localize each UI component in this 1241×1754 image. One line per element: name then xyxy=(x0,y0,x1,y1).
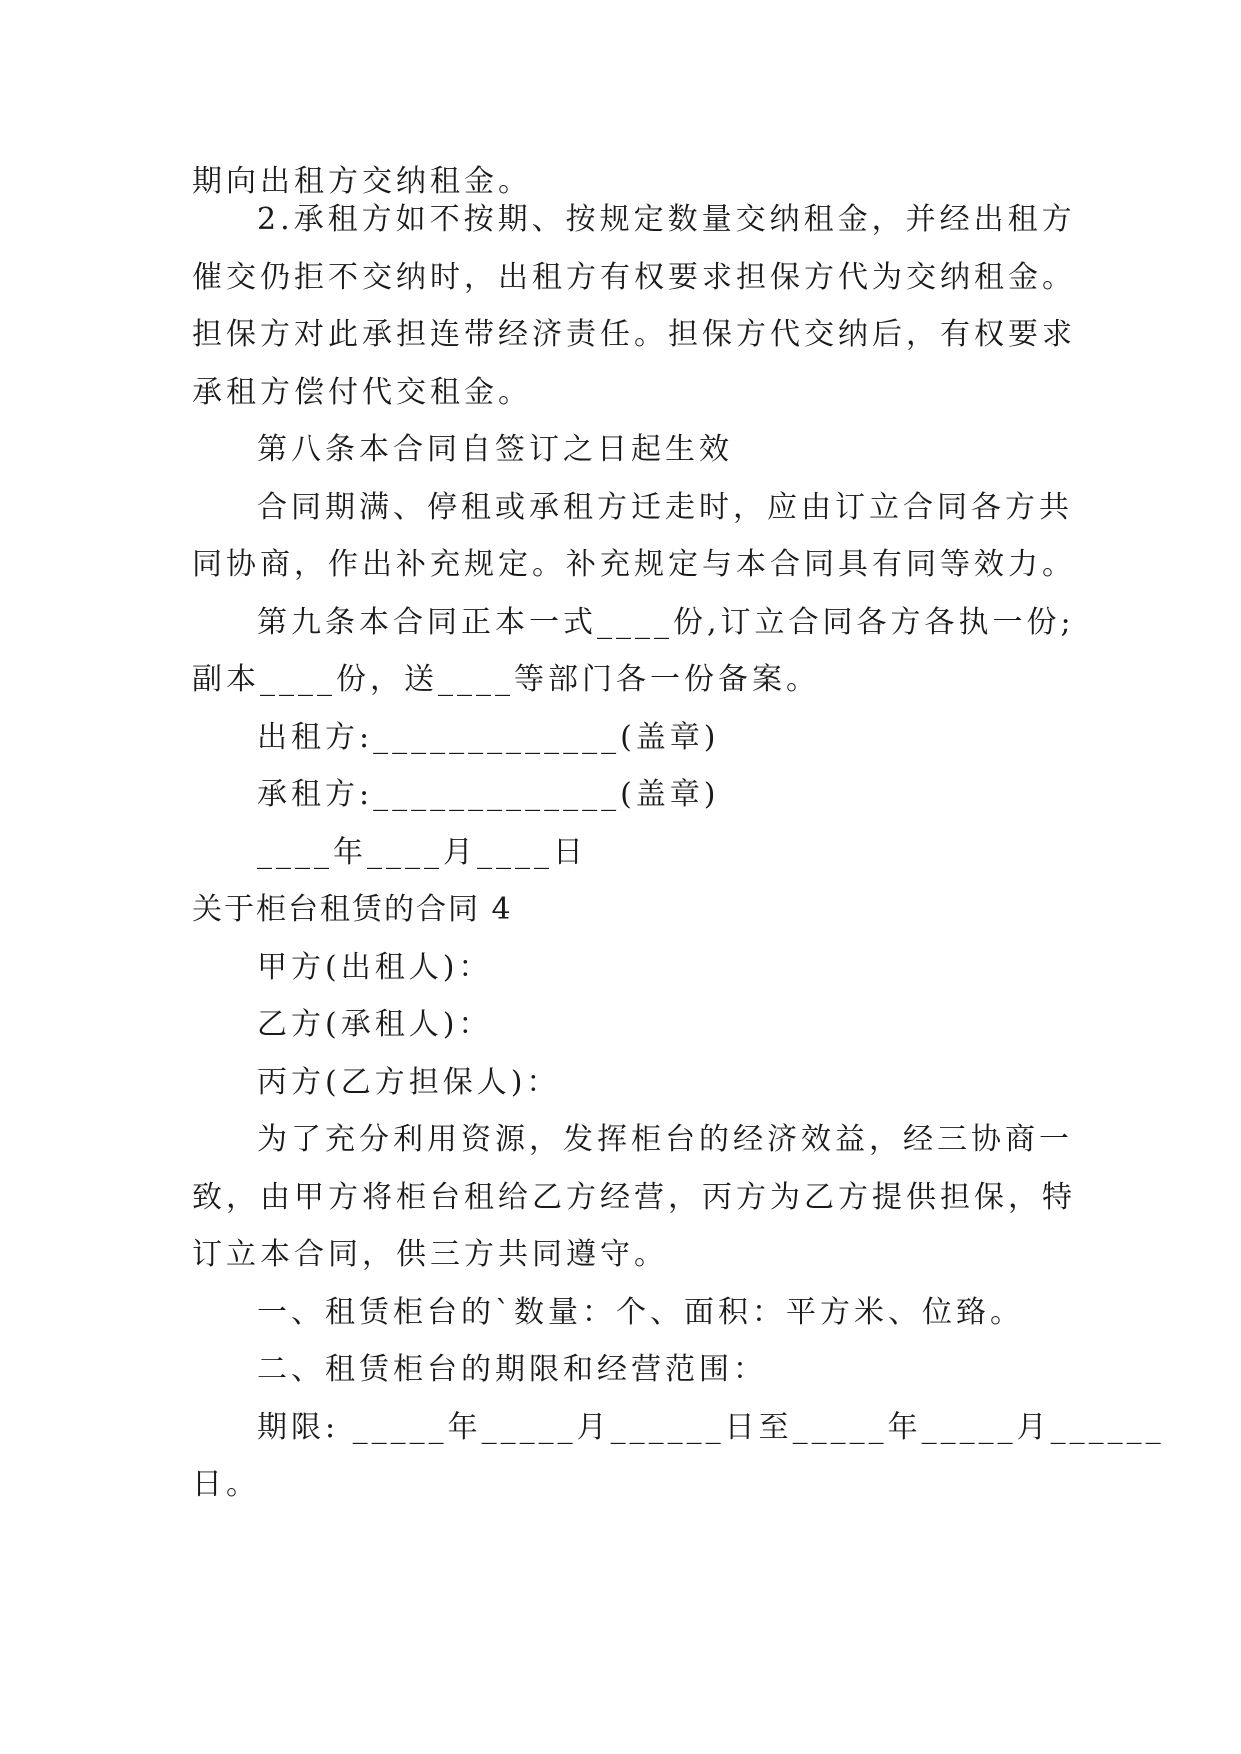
party-c-line: 丙方(乙方担保人)： xyxy=(257,1065,561,1100)
text-line: 致，由甲方将柜台租给乙方经营，丙方为乙方提供担保，特 xyxy=(192,1180,1076,1215)
text-line: 担保方对此承担连带经济责任。担保方代交纳后，有权要求 xyxy=(192,317,1076,352)
lessor-signature-line: 出租方:_____________(盖章) xyxy=(257,720,720,755)
text-line: 期向出租方交纳租金。 xyxy=(192,164,532,199)
party-b-line: 乙方(承租人)： xyxy=(257,1007,493,1042)
text-line: 同协商，作出补充规定。补充规定与本合同具有同等效力。 xyxy=(192,547,1076,582)
text-line: 为了充分利用资源，发挥柜台的经济效益，经三协商一 xyxy=(257,1122,1073,1157)
text-line: 2.承租方如不按期、按规定数量交纳租金，并经出租方 xyxy=(257,202,1076,237)
lessee-signature-line: 承租方:_____________(盖章) xyxy=(257,777,720,812)
text-line: 催交仍拒不交纳时，出租方有权要求担保方代为交纳租金。 xyxy=(192,260,1076,295)
contract-title: 关于柜台租赁的合同 4 xyxy=(192,892,513,927)
clause-line: 二、租赁柜台的期限和经营范围： xyxy=(257,1352,767,1387)
date-line: ____年____月____日 xyxy=(257,835,587,870)
text-line: 第九条本合同正本一式____份,订立合同各方各执一份; xyxy=(257,605,1075,640)
text-line: 日。 xyxy=(192,1467,260,1502)
text-line: 承租方偿付代交租金。 xyxy=(192,375,532,410)
clause-line: 一、租赁柜台的`数量：个、面积：平方米、位臵。 xyxy=(257,1295,1024,1330)
term-line: 期限: _____年_____月______日至_____年_____月______ xyxy=(257,1410,1165,1445)
text-line: 合同期满、停租或承租方迁走时，应由订立合同各方共 xyxy=(257,490,1073,525)
text-line: 副本____份，送____等部门各一份备案。 xyxy=(192,662,820,697)
section-heading: 第八条本合同自签订之日起生效 xyxy=(257,432,733,467)
text-line: 订立本合同，供三方共同遵守。 xyxy=(192,1237,668,1272)
party-a-line: 甲方(出租人)： xyxy=(257,950,493,985)
